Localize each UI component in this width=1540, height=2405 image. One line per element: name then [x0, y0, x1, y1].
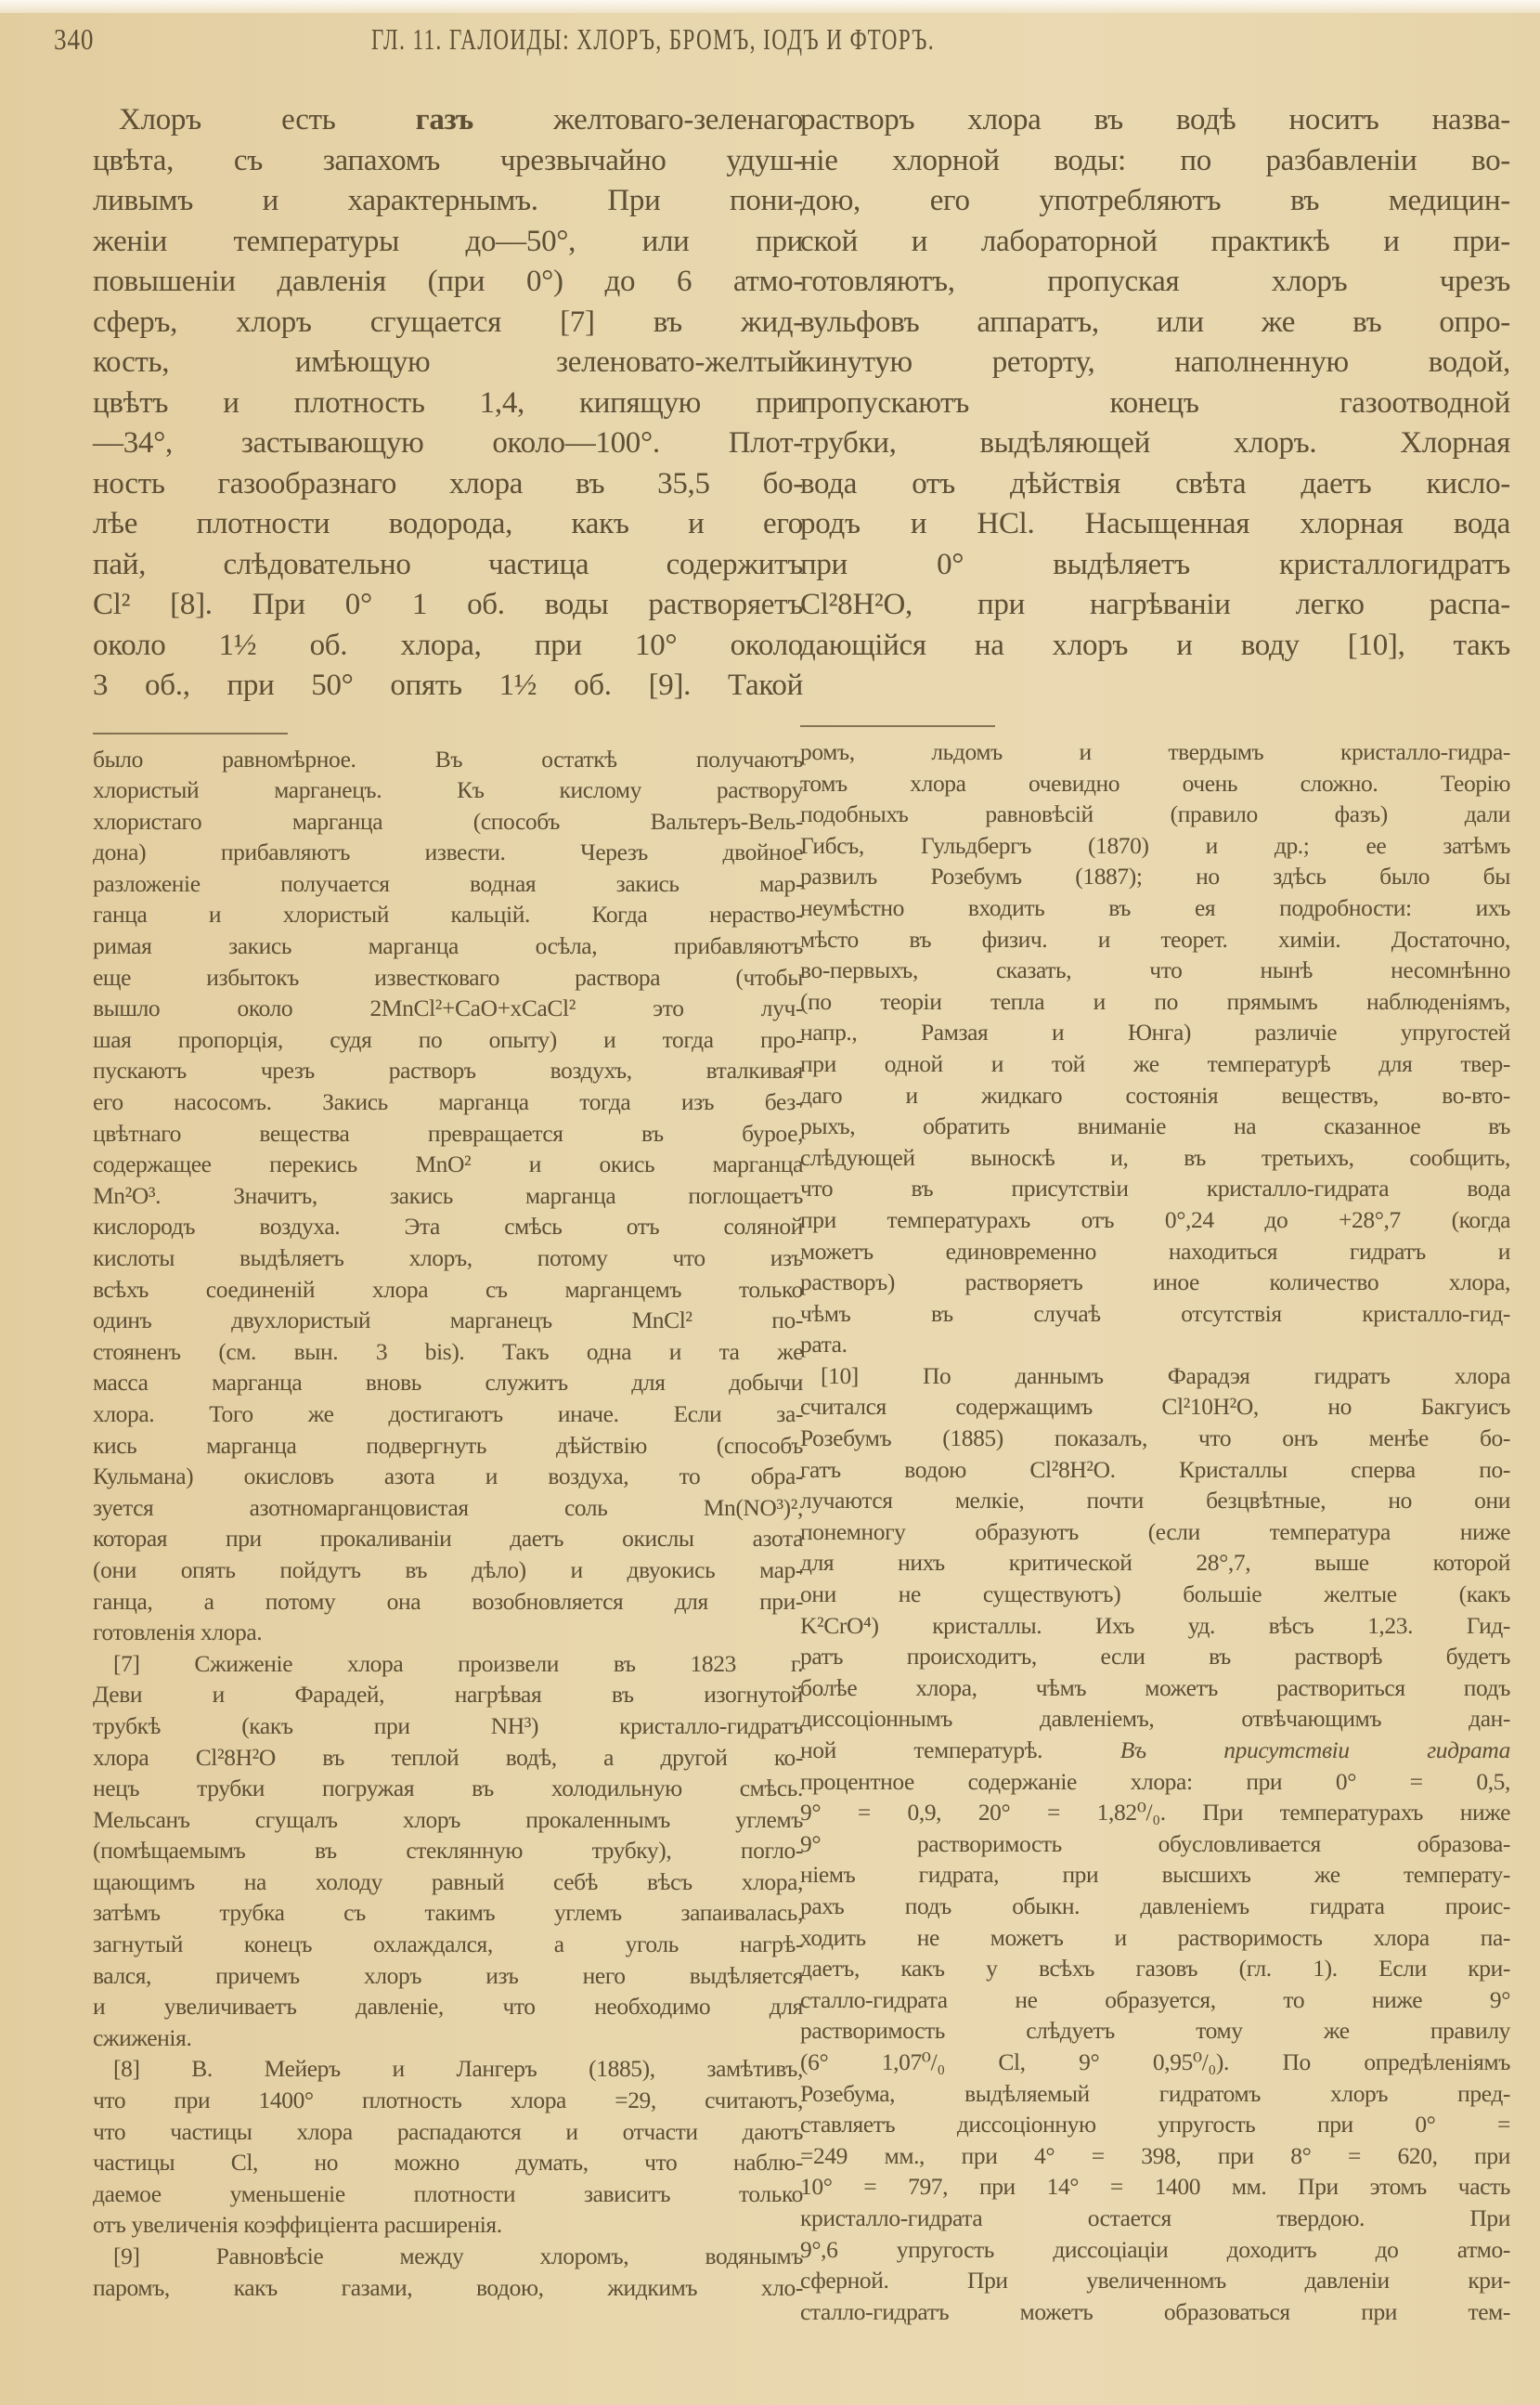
footnote-start-line: [7] Сжиженіе хлора произвели въ 1823 г. — [113, 1649, 803, 1677]
bold-term: газъ — [415, 103, 473, 136]
footnote-line: зуется азотномарганцовистая соль Mn(NO³)², — [93, 1493, 803, 1521]
main-text-line: Cl²8H²O, при нагрѣваніи легко распа- — [800, 588, 1510, 621]
footnote-line: растворимость слѣдуетъ тому же правилу — [800, 2017, 1510, 2045]
footnote-line: содержащее перекись MnO² и окись марганца — [93, 1150, 803, 1178]
footnote-line: ромъ, льдомъ и твердымъ кристалло-гидра- — [800, 738, 1510, 765]
main-text-line: пай, слѣдовательно частица содержитъ — [93, 547, 803, 581]
page-number: 340 — [54, 22, 95, 56]
footnote-line: сжиженія. — [93, 2023, 192, 2051]
footnote-line: хлористый марганецъ. Къ кислому раствору — [93, 776, 803, 804]
main-text-line: 3 об., при 50° опять 1½ об. [9]. Такой — [93, 669, 803, 702]
footnote-line: ганца, а потому она возобновляется для при- — [93, 1587, 803, 1615]
footnote-line: Мельсанъ сгущалъ хлоръ прокаленнымъ углемъ — [93, 1805, 803, 1833]
main-text-line: Хлоръ есть газъ желтоваго-зеленаго — [119, 103, 803, 136]
main-text-line: —34°, застывающую около—100°. Плот- — [93, 426, 803, 460]
footnote-line: даемое уменьшеніе плотности зависитъ только — [93, 2179, 803, 2207]
footnote-line: (они опять пойдутъ въ дѣло) и двуокись мар- — [93, 1555, 803, 1583]
footnote-line: для нихъ критической 28°,7, выше которой — [800, 1549, 1510, 1577]
footnote-line: Деви и Фарадей, нагрѣвая въ изогнутой — [93, 1681, 803, 1709]
running-head — [0, 17, 1540, 63]
main-text-line: растворъ хлора въ водѣ носитъ назва- — [800, 103, 1510, 136]
footnote-line: можетъ единовременно находиться гидратъ и — [800, 1237, 1510, 1265]
footnote-line: Mn²O³. Значитъ, закись марганца поглощаетъ — [93, 1181, 803, 1209]
footnote-line: сталло-гидратъ можетъ образоваться при тем- — [800, 2297, 1510, 2325]
footnote-line: ставляетъ диссоціонную упругость при 0° = — [800, 2111, 1510, 2138]
main-text-line: цвѣта, съ запахомъ чрезвычайно удуш- — [93, 143, 803, 177]
footnote-line: слѣдующей выноскѣ и, въ третьихъ, сообщить, — [800, 1143, 1510, 1171]
footnote-line: пускаютъ чрезъ растворъ воздухъ, вталкивая — [93, 1057, 803, 1085]
footnote-line: еще избытокъ известковаго раствора (чтобы — [93, 963, 803, 991]
footnote-line: вался, причемъ хлоръ изъ него выдѣляется — [93, 1961, 803, 1989]
main-text-line: ніе хлорной воды: по разбавленіи во- — [800, 143, 1510, 177]
footnote-line: неумѣстно входить въ ея подробности: ихъ — [800, 893, 1510, 921]
italic-emphasis: Въ присутствіи гидрата — [1119, 1736, 1510, 1763]
footnote-line: Гибсъ, Гульдбергъ (1870) и др.; ее затѣмъ — [800, 831, 1510, 859]
main-text-line: ность газообразнаго хлора въ 35,5 бо- — [93, 466, 803, 500]
footnotes-left — [93, 744, 803, 2304]
footnote-line: сталло-гидрата не образуется, то ниже 9° — [800, 1985, 1510, 2013]
main-text-line: кость, имѣющую зеленовато-желтый — [93, 345, 803, 379]
footnote-line: развилъ Розебумъ (1887); но здѣсь было бы — [800, 863, 1510, 890]
main-text-line: вульфовъ аппаратъ, или же въ опро- — [800, 305, 1510, 339]
footnote-line: они не существуютъ) большіе желтые (какъ — [800, 1580, 1510, 1608]
footnote-line: даго и жидкаго состоянія веществъ, во-вто- — [800, 1081, 1510, 1109]
main-text-line: лѣе плотности водорода, какъ и его — [93, 507, 803, 540]
footnote-line: цвѣтнаго вещества превращается въ бурое, — [93, 1119, 803, 1147]
footnote-line: мѣсто въ физич. и теорет. химіи. Достаточно, — [800, 925, 1510, 953]
footnote-line: было равномѣрное. Въ остаткѣ получаютъ — [93, 745, 803, 773]
footnote-line: (по теоріи тепла и по прямымъ наблюденіямъ, — [800, 987, 1510, 1015]
main-text-line: дою, его употребляютъ въ медицин- — [800, 184, 1510, 217]
main-text-line: ливымъ и характернымъ. При пони- — [93, 184, 803, 217]
footnote-line: понемногу образуютъ (если температура ниже — [800, 1517, 1510, 1545]
footnote-line: стояненъ (см. вын. 3 bis). Такъ одна и та же — [93, 1337, 803, 1365]
footnote-line: вышло около 2MnCl²+CaO+xCaCl² это луч- — [93, 994, 803, 1022]
footnote-line: кристалло-гидрата остается твердою. При — [800, 2204, 1510, 2231]
footnote-line: масса марганца вновь служитъ для добычи — [93, 1369, 803, 1397]
footnote-line: паромъ, какъ газами, водою, жидкимъ хло- — [93, 2273, 803, 2301]
footnote-line: процентное содержаніе хлора: при 0° = 0,5, — [800, 1767, 1510, 1795]
footnote-start-line: [8] В. Мейеръ и Лангеръ (1885), замѣтивъ, — [113, 2055, 803, 2083]
footnote-line: отъ увеличенія коэффиціента расширенія. — [93, 2211, 502, 2239]
footnote-line: хлористаго марганца (способъ Вальтеръ-Вель- — [93, 807, 803, 835]
footnote-line: разложеніе получается водная закись мар- — [93, 869, 803, 897]
right-column — [800, 100, 1510, 2327]
footnote-line: напр., Рамзая и Юнга) различіе упругостей — [800, 1019, 1510, 1046]
footnote-line: всѣхъ соединеній хлора съ марганцемъ только — [93, 1275, 803, 1303]
main-text-left — [93, 100, 803, 707]
footnote-start-line: [9] Равновѣсіе между хлоромъ, водянымъ — [113, 2242, 803, 2269]
footnote-line: при одной и той же температурѣ для твер- — [800, 1049, 1510, 1077]
footnote-line: чѣмъ въ случаѣ отсутствія кристалло-гид- — [800, 1299, 1510, 1327]
footnote-line: ходить не можетъ и растворимость хлора па- — [800, 1923, 1510, 1951]
main-text-line: трубки, выдѣляющей хлоръ. Хлорная — [800, 426, 1510, 460]
footnote-line: K²CrO⁴) кристаллы. Ихъ уд. вѣсъ 1,23. Гид- — [800, 1611, 1510, 1639]
footnote-line: 9° растворимость обусловливается образова- — [800, 1829, 1510, 1857]
footnote-separator — [800, 725, 995, 727]
footnote-line: хлора Cl²8H²O въ теплой водѣ, а другой ко- — [93, 1743, 803, 1771]
book-page — [0, 13, 1540, 2405]
footnote-line: хлора. Того же достигаютъ иначе. Если за- — [93, 1399, 803, 1427]
footnote-line: (6° 1,07⁰/₀ Cl, 9° 0,95⁰/₀). По опредѣленіямъ — [800, 2048, 1510, 2075]
footnote-start-line: [10] По даннымъ Фарадэя гидратъ хлора — [821, 1361, 1510, 1389]
footnote-line: томъ хлора очевидно очень сложно. Теорію — [800, 769, 1510, 797]
footnote-line: Розебумъ (1885) показалъ, что онъ менѣе бо- — [800, 1424, 1510, 1452]
footnote-line: Розебума, выдѣляемый гидратомъ хлоръ пред- — [800, 2079, 1510, 2107]
main-text-line: ской и лабораторной практикѣ и при- — [800, 224, 1510, 258]
footnote-line: при температурахъ отъ 0°,24 до +28°,7 (когда — [800, 1205, 1510, 1233]
footnote-line: одинъ двухлористый марганецъ MnCl² по- — [93, 1306, 803, 1334]
footnote-line: кислородъ воздуха. Эта смѣсь отъ соляной — [93, 1213, 803, 1241]
footnote-line: ганца и хлористый кальцій. Когда нераство- — [93, 901, 803, 929]
main-text-line: готовляютъ, пропуская хлоръ чрезъ — [800, 265, 1510, 298]
footnote-line: считался содержащимъ Cl²10H²O, но Бакгуисъ — [800, 1393, 1510, 1421]
chapter-title: ГЛ. 11. ГАЛОИДЫ: ХЛОРЪ, БРОМЪ, ІОДЪ И ФТОРЪ. — [371, 22, 936, 56]
main-text-line: дающійся на хлоръ и воду [10], такъ — [800, 628, 1510, 662]
footnote-line: гатъ водою Cl²8H²O. Кристаллы сперва по- — [800, 1455, 1510, 1483]
main-text-line: кинутую реторту, наполненную водой, — [800, 345, 1510, 379]
footnote-line: 10° = 797, при 14° = 1400 мм. При этомъ часть — [800, 2173, 1510, 2201]
main-text-right — [800, 100, 1510, 666]
main-text-line: Cl² [8]. При 0° 1 об. воды растворяетъ — [93, 588, 803, 621]
footnote-line: его насосомъ. Закись марганца тогда изъ без- — [93, 1088, 803, 1116]
footnote-line: частицы Cl, но можно думать, что наблю- — [93, 2149, 803, 2177]
footnote-line: ніемъ гидрата, при высшихъ же температу- — [800, 1861, 1510, 1889]
footnote-line: нецъ трубки погружая въ холодильную смѣсь. — [93, 1774, 803, 1802]
footnote-line: 9°,6 упругость диссоціаціи доходитъ до атмо- — [800, 2235, 1510, 2263]
main-text-line: сферъ, хлоръ сгущается [7] въ жид- — [93, 305, 803, 339]
main-text-line: пропускаютъ конецъ газоотводной — [800, 385, 1510, 420]
footnote-line: ратъ происходитъ, если въ растворѣ будетъ — [800, 1643, 1510, 1670]
main-text-line: вода отъ дѣйствія свѣта даетъ кисло- — [800, 466, 1510, 500]
main-text-line: родъ и HCl. Насыщенная хлорная вода — [800, 507, 1510, 540]
footnote-line: трубкѣ (какъ при NH³) кристалло-гидратъ — [93, 1711, 803, 1739]
footnote-line: растворъ) растворяетъ иное количество хлора, — [800, 1268, 1510, 1296]
footnote-line: и увеличиваетъ давленіе, что необходимо для — [93, 1993, 803, 2021]
footnote-line: подобныхъ равновѣсій (правило фазъ) дали — [800, 800, 1510, 828]
footnotes-right — [800, 736, 1510, 2327]
footnote-line: щающимъ на холоду равный себѣ вѣсъ хлора, — [93, 1867, 803, 1895]
footnote-line: дона) прибавляютъ извести. Черезъ двойное — [93, 838, 803, 866]
footnote-line: кислоты выдѣляетъ хлоръ, потому что изъ — [93, 1244, 803, 1271]
main-text-line: около 1½ об. хлора, при 10° около — [93, 628, 803, 662]
footnote-line: загнутый конецъ охлаждался, а уголь нагрѣ- — [93, 1930, 803, 1958]
footnote-line: ной температурѣ. Въ присутствіи гидрата — [800, 1736, 1510, 1763]
footnote-line: лучаются мелкіе, почти безцвѣтные, но они — [800, 1487, 1510, 1514]
footnote-line: болѣе хлора, чѣмъ можетъ раствориться подъ — [800, 1673, 1510, 1701]
footnote-line: сферной. При увеличенномъ давленіи кри- — [800, 2267, 1510, 2294]
footnote-line: во-первыхъ, сказать, что нынѣ несомнѣнно — [800, 956, 1510, 984]
footnote-line: рата. — [800, 1331, 848, 1358]
footnote-line: (помѣщаемымъ въ стеклянную трубку), погло- — [93, 1837, 803, 1865]
main-text-line: повышеніи давленія (при 0°) до 6 атмо- — [93, 265, 803, 298]
footnote-line: диссоціоннымъ давленіемъ, отвѣчающимъ дан- — [800, 1705, 1510, 1733]
footnote-line: римая закись марганца осѣла, прибавляютъ — [93, 932, 803, 960]
left-column — [93, 100, 803, 2303]
footnote-separator — [93, 733, 288, 734]
footnote-line: которая при прокаливаніи даетъ окислы азота — [93, 1525, 803, 1553]
footnote-line: рыхъ, обратить вниманіе на сказанное въ — [800, 1112, 1510, 1140]
footnote-line: 9° = 0,9, 20° = 1,82⁰/₀. При температурахъ ниже — [800, 1799, 1510, 1826]
footnote-line: шая пропорція, судя по опыту) и тогда про- — [93, 1025, 803, 1053]
footnote-line: готовленія хлора. — [93, 1618, 263, 1646]
footnote-line: кись марганца подвергнуть дѣйствію (способъ — [93, 1431, 803, 1459]
footnote-line: что въ присутствіи кристалло-гидрата вода — [800, 1175, 1510, 1202]
footnote-line: Кульмана) окисловъ азота и воздуха, то обра- — [93, 1462, 803, 1490]
footnote-line: =249 мм., при 4° = 398, при 8° = 620, при — [800, 2141, 1510, 2169]
main-text-line: при 0° выдѣляетъ кристаллогидратъ — [800, 547, 1510, 581]
main-text-line: цвѣтъ и плотность 1,4, кипящую при — [93, 385, 803, 420]
footnote-line: даетъ, какъ у всѣхъ газовъ (гл. 1). Если кри- — [800, 1955, 1510, 1982]
footnote-line: рахъ подъ обыкн. давленіемъ гидрата проис- — [800, 1892, 1510, 1919]
main-text-line: женіи температуры до—50°, или при — [93, 224, 803, 258]
footnote-line: затѣмъ трубка съ такимъ углемъ запаивалась, — [93, 1899, 803, 1927]
footnote-line: что частицы хлора распадаются и отчасти даютъ — [93, 2117, 803, 2145]
footnote-line: что при 1400° плотность хлора =29, считаютъ, — [93, 2086, 803, 2114]
